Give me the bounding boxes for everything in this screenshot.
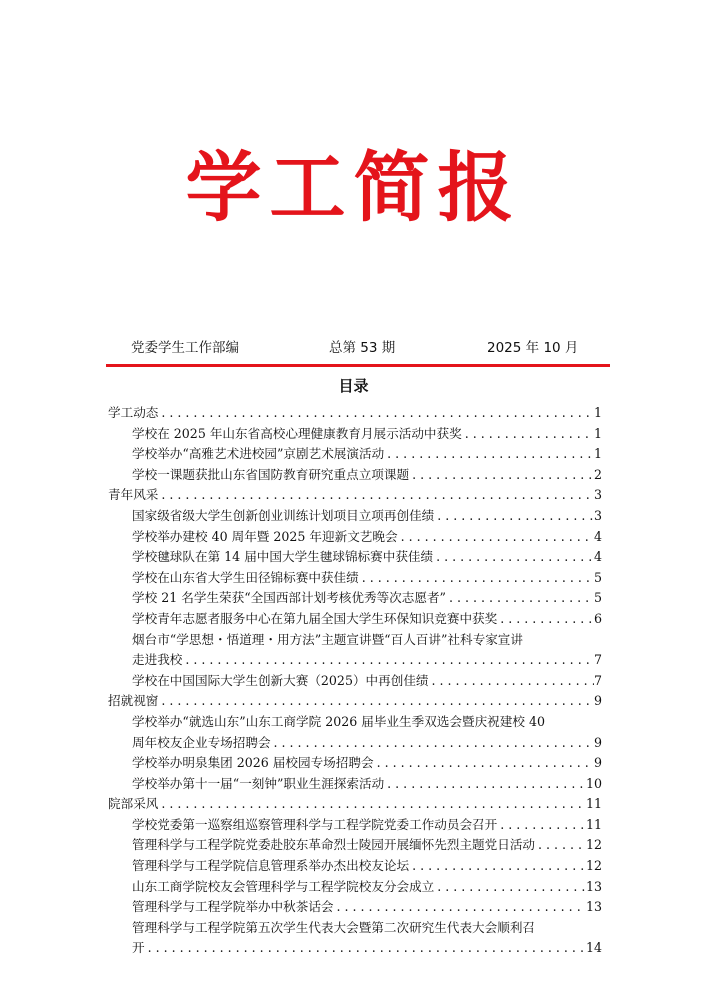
toc-entry-title: 管理科学与工程学院举办中秋茶话会	[132, 899, 334, 915]
toc-page-number: 7	[593, 672, 602, 688]
toc-entry-title: 学校在中国国际大学生创新大赛（2025）中再创佳绩	[132, 672, 429, 688]
toc-entry-title: 管理科学与工程学院党委赴胶东革命烈士陵园开展缅怀先烈主题党日活动	[132, 837, 535, 853]
toc-entry-title: 山东工商学院校友会管理科学与工程学院校友分会成立	[132, 878, 435, 894]
toc-page-number: 7	[593, 652, 602, 668]
dot-leader	[497, 609, 594, 630]
toc-entry[interactable]	[108, 856, 602, 877]
toc-page-number: 13	[585, 878, 602, 894]
toc-entry-title: 院部采风	[108, 796, 159, 812]
toc-entry-title: 学校举办明泉集团 2026 届校园专场招聘会	[132, 755, 374, 771]
toc-title: 目录	[338, 377, 369, 395]
toc-entry-title: 学校举办建校 40 周年暨 2025 年迎新文艺晚会	[132, 528, 398, 544]
issue-number: 总第 53 期	[329, 340, 396, 356]
toc-entry-title: 学校举办“高雅艺术进校园”京剧艺术展演活动	[132, 446, 385, 462]
toc-entry[interactable]	[108, 609, 602, 630]
toc-page-number: 10	[585, 775, 602, 791]
toc-entry-title: 学校青年志愿者服务中心在第九届全国大学生环保知识竞赛中获奖	[132, 610, 498, 626]
toc-entry-title: 开	[132, 940, 145, 956]
toc-entry[interactable]	[108, 506, 602, 527]
toc-entry[interactable]	[108, 712, 602, 753]
toc-page-number: 1	[593, 405, 602, 420]
toc-page-number: 1	[593, 446, 602, 462]
toc-section[interactable]	[108, 403, 602, 424]
toc-page-number: 13	[585, 899, 602, 915]
dot-leader	[497, 815, 586, 836]
toc-entry-title-line1: 管理科学与工程学院第五次学生代表大会暨第二次研究生代表大会顺利召	[132, 919, 535, 935]
toc-entry[interactable]	[108, 568, 602, 589]
toc-entry[interactable]	[108, 547, 602, 568]
toc-entry-title: 青年风采	[108, 487, 159, 503]
toc-entry[interactable]	[108, 465, 602, 486]
toc-entry[interactable]	[108, 671, 602, 692]
toc-entry[interactable]	[108, 588, 602, 609]
toc-page-number: 12	[585, 837, 602, 853]
toc-page-number: 1	[593, 425, 602, 441]
toc-entry[interactable]	[108, 527, 602, 548]
dot-leader	[158, 794, 586, 815]
toc-entry-title: 学校举办第十一届“一刻钟”职业生涯探索活动	[132, 775, 385, 791]
toc-entry[interactable]	[108, 753, 602, 774]
toc-page-number: 4	[593, 549, 602, 565]
toc-entry-title: 学校毽球队在第 14 届中国大学生毽球锦标赛中获佳绩	[132, 549, 434, 565]
toc-entry[interactable]	[108, 835, 602, 856]
toc-entry[interactable]	[108, 877, 602, 898]
dot-leader	[158, 485, 594, 506]
toc-entry[interactable]	[108, 444, 602, 465]
dot-leader	[271, 733, 594, 754]
toc-page-number: 12	[585, 858, 602, 874]
toc-entry[interactable]	[108, 424, 602, 445]
toc-page-number: 5	[593, 590, 602, 606]
toc-page-number: 9	[593, 755, 602, 771]
toc-entry-title: 管理科学与工程学院信息管理系举办杰出校友论坛	[132, 858, 410, 874]
dot-leader	[446, 588, 594, 609]
toc-entry-title-line1: 烟台市“学思想・悟道理・用方法”主题宣讲暨“百人百讲”社科专家宣讲	[132, 631, 523, 647]
dot-leader	[429, 671, 594, 692]
toc-entry-title: 学校在山东省大学生田径锦标赛中获佳绩	[132, 569, 359, 585]
header-divider	[106, 364, 610, 367]
dot-leader	[374, 753, 594, 774]
toc-entry[interactable]	[108, 774, 602, 795]
dot-leader	[535, 835, 586, 856]
toc-section[interactable]	[108, 485, 602, 506]
dot-leader	[433, 547, 594, 568]
toc-entry-title: 国家级省级大学生创新创业训练计划项目立项再创佳绩	[132, 507, 435, 523]
toc-page-number: 3	[593, 507, 602, 523]
toc-page-number: 9	[593, 693, 602, 709]
toc-entry-title-line1: 学校举办“就选山东”山东工商学院 2026 届毕业生季双选会暨庆祝建校 40	[132, 713, 545, 729]
dot-leader	[409, 856, 586, 877]
toc-entry-title: 周年校友企业专场招聘会	[132, 734, 271, 750]
toc-entry[interactable]	[108, 815, 602, 836]
dot-leader	[384, 774, 586, 795]
toc-entry-title: 学校党委第一巡察组巡察管理科学与工程学院党委工作动员会召开	[132, 816, 498, 832]
toc-page-number: 11	[585, 816, 602, 832]
dot-leader	[398, 527, 594, 548]
dot-leader	[409, 465, 594, 486]
toc-entry-title: 招就视窗	[108, 693, 159, 709]
dot-leader	[462, 424, 594, 445]
dot-leader	[384, 444, 594, 465]
toc-page-number: 9	[593, 734, 602, 750]
dot-leader	[334, 897, 586, 918]
toc-entry-title: 学校一课题获批山东省国防教育研究重点立项课题	[132, 466, 410, 482]
dot-leader	[434, 877, 586, 898]
toc-section[interactable]	[108, 794, 602, 815]
dot-leader	[145, 938, 586, 959]
toc-page-number: 3	[593, 487, 602, 503]
dot-leader	[158, 691, 594, 712]
toc-page-number: 6	[593, 610, 602, 626]
toc-section[interactable]	[108, 691, 602, 712]
dot-leader	[158, 403, 594, 424]
dot-leader	[182, 650, 594, 671]
toc-page-number: 4	[593, 528, 602, 544]
dot-leader	[359, 568, 594, 589]
table-of-contents	[108, 403, 602, 959]
toc-entry[interactable]	[108, 630, 602, 671]
toc-entry-title: 学校 21 名学生荣获“全国西部计划考核优秀等次志愿者”	[132, 590, 446, 606]
masthead-title: 学工简报	[185, 143, 522, 232]
toc-page-number: 14	[585, 940, 602, 956]
toc-entry-title: 走进我校	[132, 652, 183, 668]
toc-page-number: 5	[593, 569, 602, 585]
toc-entry-title: 学工动态	[108, 405, 159, 420]
toc-page-number: 11	[585, 796, 602, 812]
dot-leader	[434, 506, 594, 527]
toc-entry[interactable]	[108, 897, 602, 918]
editor-department: 党委学生工作部编	[131, 340, 239, 356]
issue-date: 2025 年 10 月	[487, 340, 579, 356]
toc-entry-title: 学校在 2025 年山东省高校心理健康教育月展示活动中获奖	[132, 425, 462, 441]
toc-page-number: 2	[593, 466, 602, 482]
toc-entry[interactable]	[108, 918, 602, 959]
